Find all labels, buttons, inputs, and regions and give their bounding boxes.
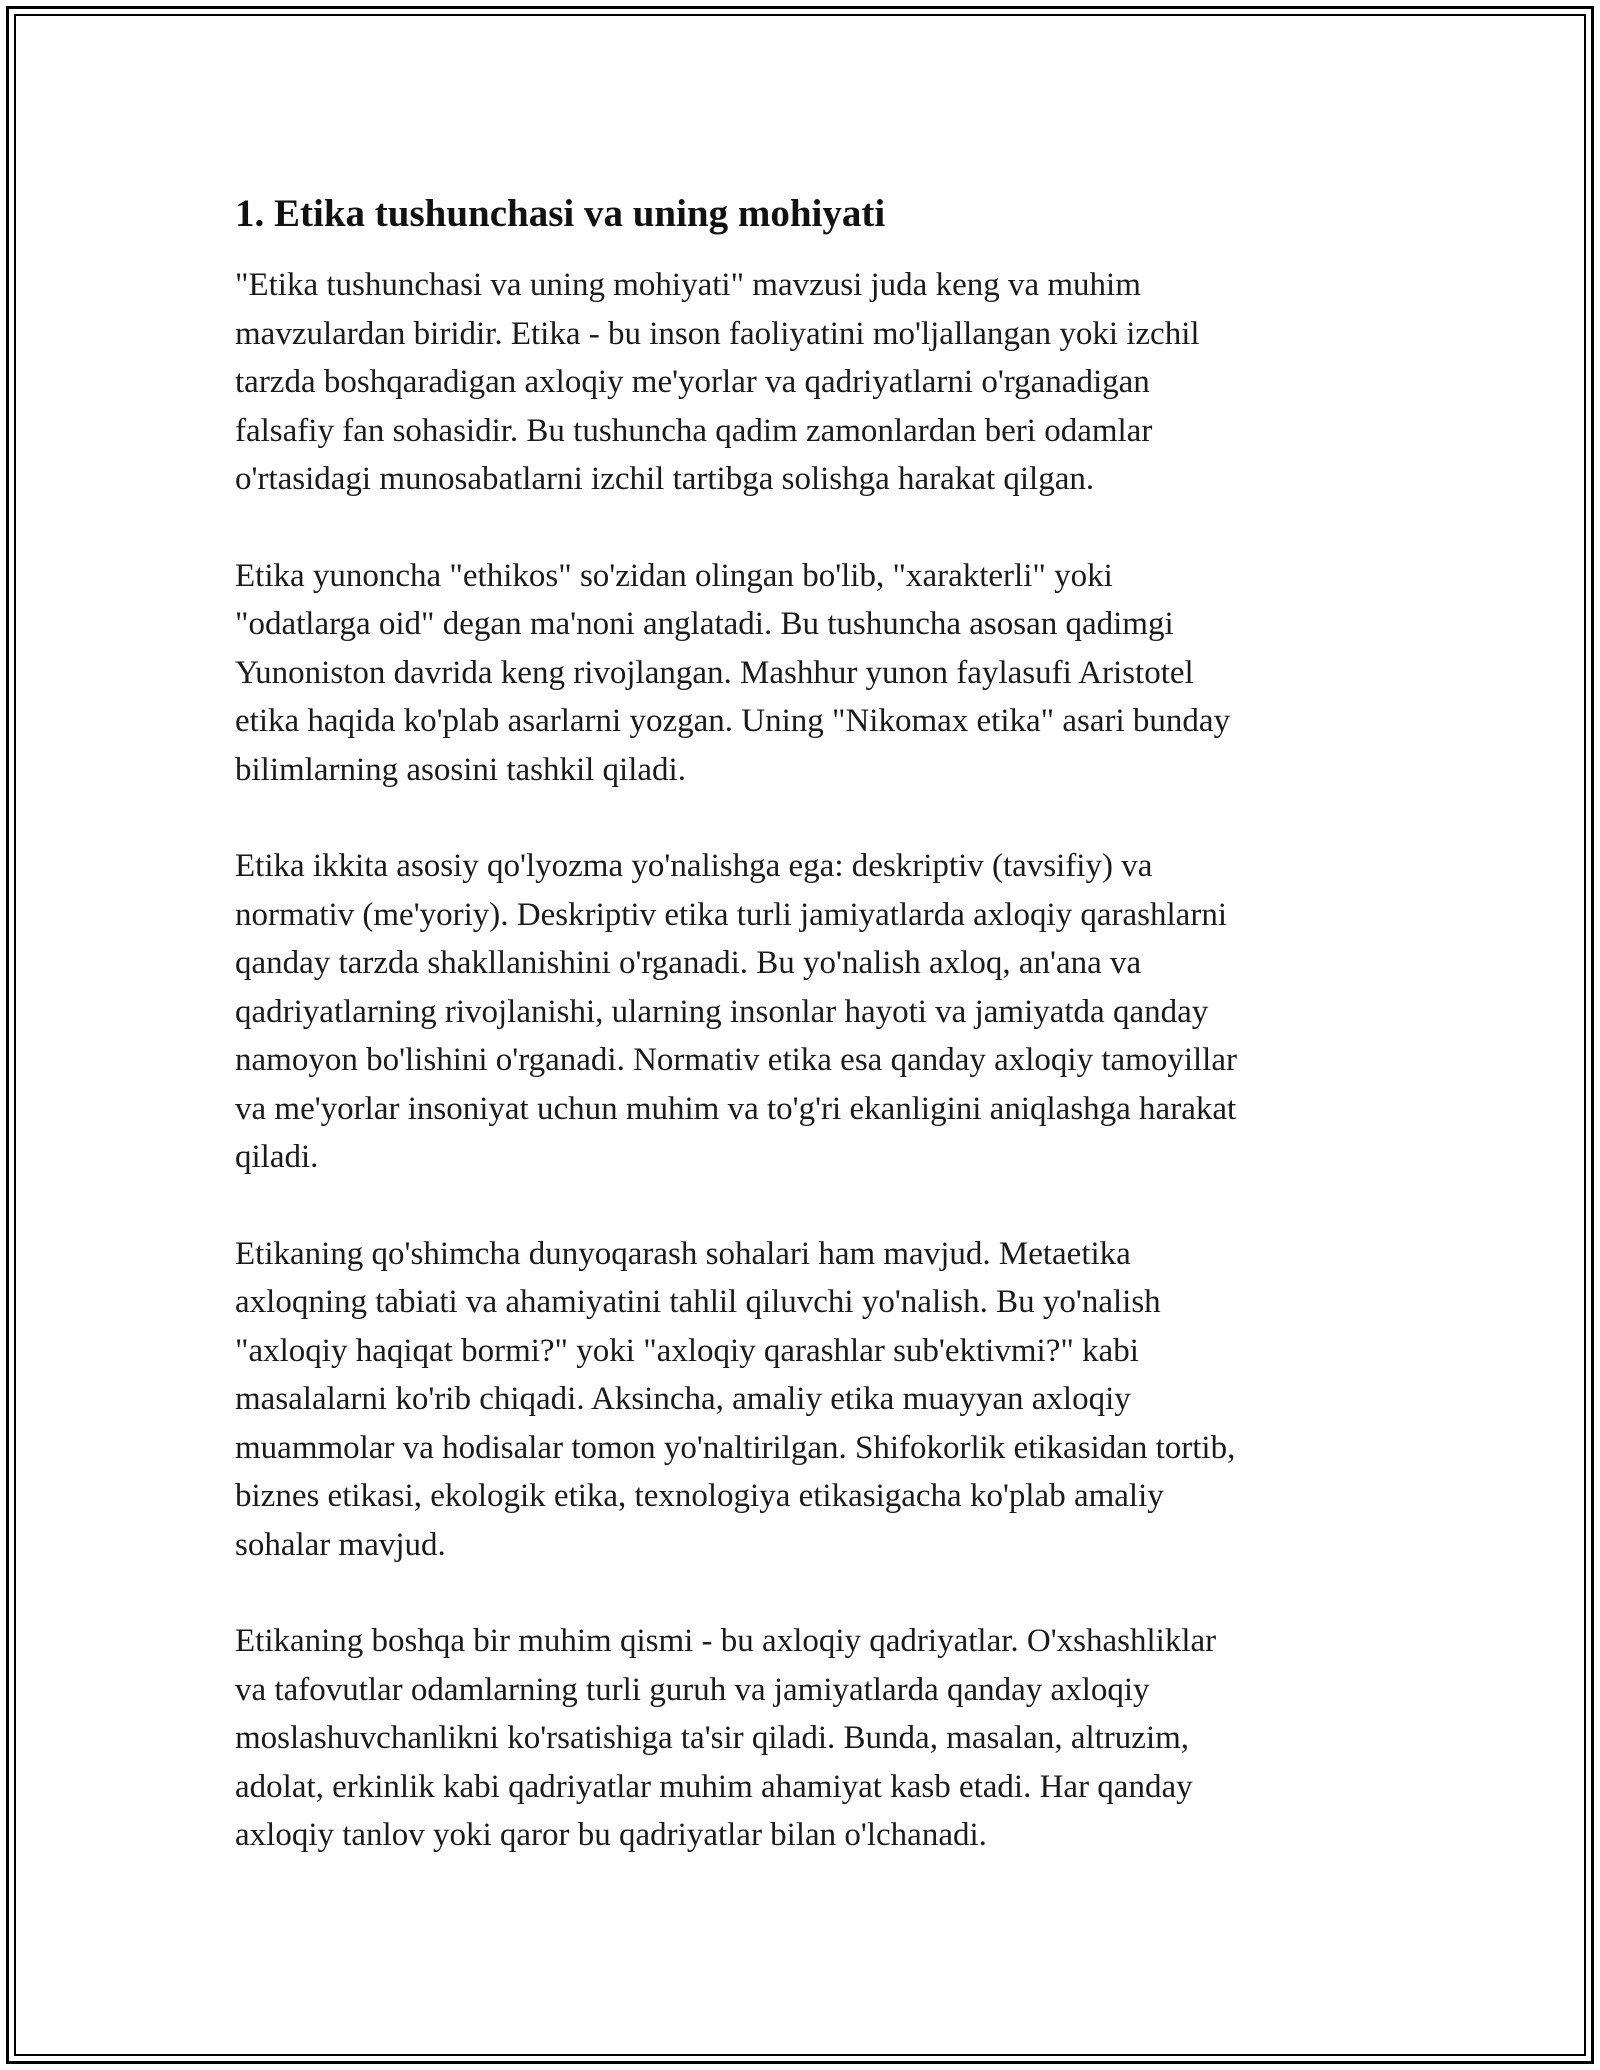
paragraph-metaethics: Etikaning qo'shimcha dunyoqarash sohalari ham mavjud. Metaetika axloqning tabiati va ahamiyatini tahlil qiluvchi yo'nalish. Bu yo'nalish "axloqiy haqiqat bormi?" yoki "axloqiy qarashlar sub'ektivmi?" kabi masalalarni ko'rib chiqadi. Aksincha, amaliy etika muayyan axloqiy muammolar va hodisalar tomon yo'naltirilgan. Shifokorlik etikasidan tortib, biznes etikasi, ekologik etika, texnologiya etikasigacha ko'plab amaliy sohalar mavjud. [235, 1235, 1236, 1563]
paragraph-definition: "Etika tushunchasi va uning mohiyati" mavzusi juda keng va muhim mavzulardan biridir. Etika - bu inson faoliyatini mo'ljallangan yoki izchil tarzda boshqaradigan axloqiy me'yorlar va qadriyatlarni o'rganadigan falsafiy fan sohasidir. Bu tushuncha qadim zamonlardan beri odamlar o'rtasidagi munosabatlarni izchil tartibga solishga harakat qilgan. [235, 267, 1200, 497]
section-title: 1. Etika tushunchasi va uning mohiyati [235, 192, 886, 235]
paragraph-etymology: Etika yunoncha "ethikos" so'zidan olingan bo'lib, "xarakterli" yoki "odatlarga oid" degan ma'noni anglatadi. Bu tushuncha asosan qadimgi Yunoniston davrida keng rivojlangan. Mashhur yunon faylasufi Aristotel etika haqida ko'plab asarlarni yozgan. Uning "Nikomax etika" asari bunday bilimlarning asosini tashkil qiladi. [235, 557, 1231, 788]
paragraph-directions: Etika ikkita asosiy qo'lyozma yo'nalishga ega: deskriptiv (tavsifiy) va normativ (me'yoriy). Deskriptiv etika turli jamiyatlarda axloqiy qarashlarni qanday tarzda shakllanishini o'rganadi. Bu yo'nalish axloq, an'ana va qadriyatlarning rivojlanishi, ularning insonlar hayoti va jamiyatda qanday namoyon bo'lishini o'rganadi. Normativ etika esa qanday axloqiy tamoyillar va me'yorlar insoniyat uchun muhim va to'g'ri ekanligini aniqlashga harakat qiladi. [235, 848, 1237, 1175]
document-page [235, 186, 1365, 1908]
paragraph-values: Etikaning boshqa bir muhim qismi - bu axloqiy qadriyatlar. O'xshashliklar va tafovutlar odamlarning turli guruh va jamiyatlarda qanday axloqiy moslashuvchanlikni ko'rsatishiga ta'sir qiladi. Bunda, masalan, altruzim, adolat, erkinlik kabi qadriyatlar muhim ahamiyat kasb etadi. Har qanday axloqiy tanlov yoki qaror bu qadriyatlar bilan o'lchanadi. [235, 1623, 1217, 1853]
